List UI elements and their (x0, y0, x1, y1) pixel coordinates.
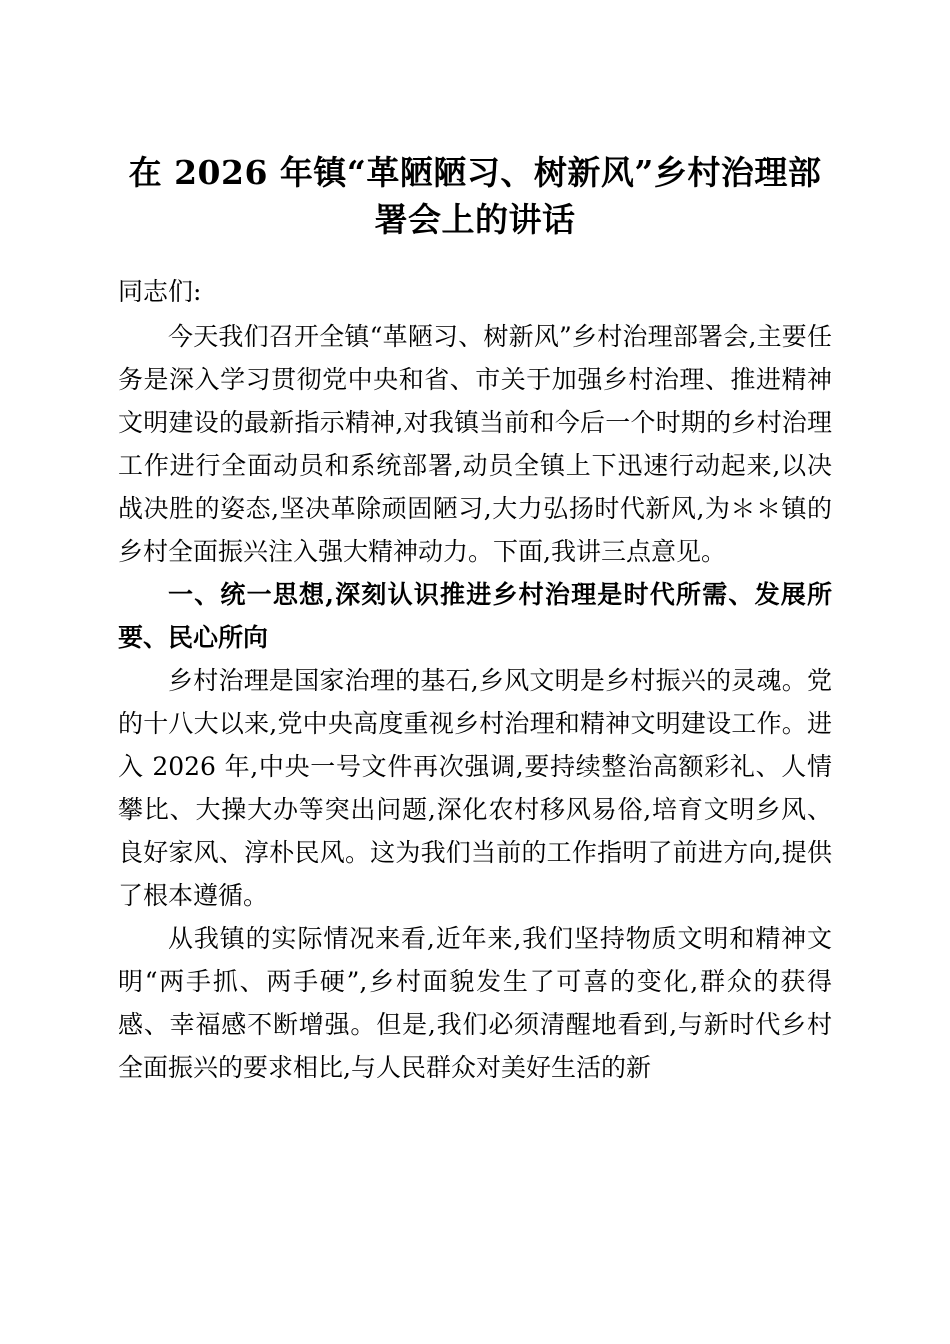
salutation: 同志们: (118, 276, 202, 306)
section-heading-1: 一、统一思想,深刻认识推进乡村治理是时代所需、发展所要、民心所向 (118, 579, 832, 652)
paragraph-3: 从我镇的实际情况来看,近年来,我们坚持物质文明和精神文明“两手抓、两手硬”,乡村面貌发生了可喜的变化,群众的获得感、幸福感不断增强。但是,我们必须清醒地看到,与新时代乡村全面振兴的要求相比,与人民群众对美好生活的新 (118, 923, 832, 1082)
paragraph-2: 乡村治理是国家治理的基石,乡风文明是乡村振兴的灵魂。党的十八大以来,党中央高度重视乡村治理和精神文明建设工作。进入 2026 年,中央一号文件再次强调,要持续整治高额彩礼、人情攀比、大操大办等突出问题,深化农村移风易俗,培育文明乡风、良好家风、淳朴民风。这为我们当前的工作指明了前进方向,提供了根本遵循。 (118, 665, 832, 910)
page-title: 在 2026 年镇“革陋陋习、树新风”乡村治理部署会上的讲话 (128, 153, 822, 239)
paragraph-1: 今天我们召开全镇“革陋习、树新风”乡村治理部署会,主要任务是深入学习贯彻党中央和省、市关于加强乡村治理、推进精神文明建设的最新指示精神,对我镇当前和今后一个时期的乡村治理工作进行全面动员和系统部署,动员全镇上下迅速行动起来,以决战决胜的姿态,坚决革除顽固陋习,大力弘扬时代新风,为＊＊镇的乡村全面振兴注入强大精神动力。下面,我讲三点意见。 (118, 321, 832, 566)
